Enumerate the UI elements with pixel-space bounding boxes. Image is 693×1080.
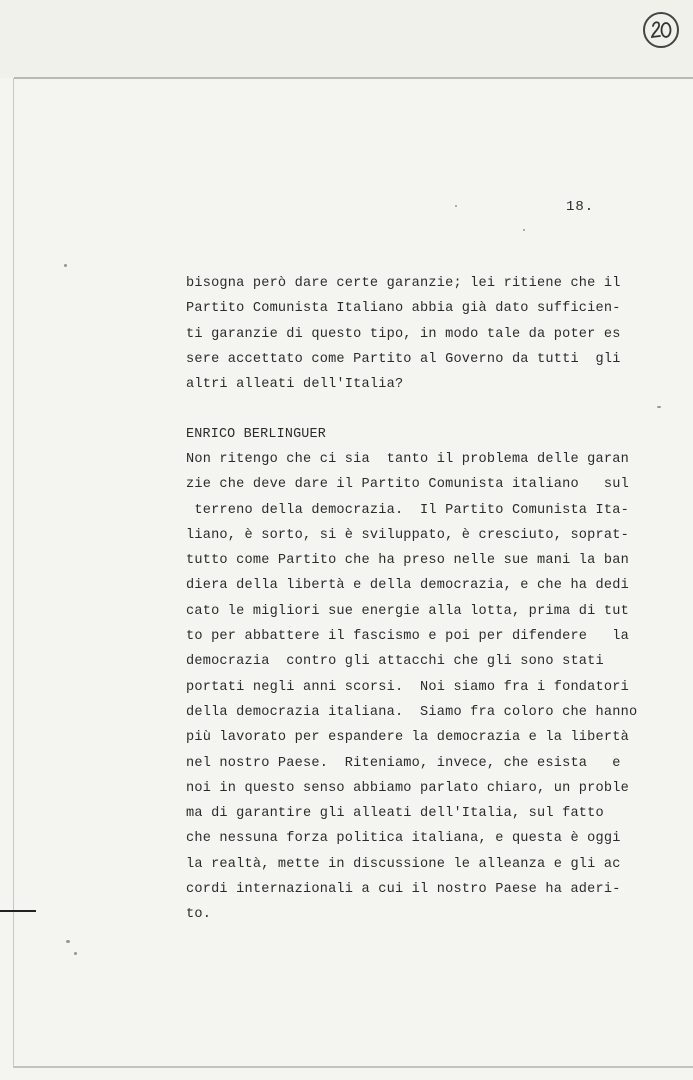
text-line: della democrazia italiana. Siamo fra coloro che hanno bbox=[186, 704, 638, 720]
text-line: diera della libertà e della democrazia, e che ha dedi bbox=[186, 578, 629, 594]
archive-stamp-number bbox=[645, 14, 677, 46]
text-line: ti garanzie di questo tipo, in modo tale da poter es bbox=[186, 326, 621, 342]
scan-top-margin bbox=[0, 0, 693, 78]
text-line: to per abbattere il fascismo e poi per difendere la bbox=[186, 629, 629, 645]
text-line: cato le migliori sue energie alla lotta, prima di tut bbox=[186, 603, 629, 619]
text-line: ma di garantire gli alleati dell'Italia, sul fatto bbox=[186, 806, 604, 822]
text-line: noi in questo senso abbiamo parlato chiaro, un proble bbox=[186, 780, 629, 796]
text-line: altri alleati dell'Italia? bbox=[186, 377, 404, 393]
text-line: bisogna però dare certe garanzie; lei ritiene che il bbox=[186, 276, 621, 291]
page-left-edge bbox=[13, 78, 14, 1068]
scan-speck bbox=[74, 952, 77, 955]
text-line: nel nostro Paese. Riteniamo, invece, che esista e bbox=[186, 755, 621, 771]
answer-text bbox=[186, 447, 646, 928]
text-line: liano, è sorto, si è sviluppato, è cresciuto, soprat- bbox=[186, 527, 629, 543]
question-text bbox=[186, 271, 646, 397]
text-line: la realtà, mette in discussione le alleanza e gli ac bbox=[186, 856, 621, 872]
scan-speck bbox=[657, 406, 661, 408]
scan-speck bbox=[455, 205, 457, 207]
scan-speck bbox=[66, 940, 70, 943]
text-line: tutto come Partito che ha preso nelle sue mani la ban bbox=[186, 553, 629, 569]
page-bottom-edge bbox=[14, 1066, 693, 1068]
text-line: Partito Comunista Italiano abbia già dato sufficien- bbox=[186, 301, 621, 317]
text-line: cordi internazionali a cui il nostro Paese ha aderi- bbox=[186, 882, 621, 898]
text-line: sere accettato come Partito al Governo da tutti gli bbox=[186, 351, 621, 367]
text-line: che nessuna forza politica italiana, e questa è oggi bbox=[186, 831, 621, 847]
page-number: 18. bbox=[566, 199, 595, 215]
text-line: Non ritengo che ci sia tanto il problema delle garan bbox=[186, 452, 629, 467]
text-line: democrazia contro gli attacchi che gli sono stati bbox=[186, 654, 604, 670]
archive-stamp bbox=[643, 12, 679, 48]
text-line: portati negli anni scorsi. Noi siamo fra i fondatori bbox=[186, 679, 629, 695]
text-line: più lavorato per espandere la democrazia e la libertà bbox=[186, 730, 629, 746]
scan-speck bbox=[523, 229, 525, 231]
speaker-name: ENRICO BERLINGUER bbox=[186, 427, 327, 442]
text-line: zie che deve dare il Partito Comunista italiano sul bbox=[186, 477, 629, 493]
margin-mark bbox=[0, 910, 36, 912]
page-top-edge bbox=[14, 77, 693, 79]
text-line: to. bbox=[186, 907, 212, 923]
scan-speck bbox=[64, 264, 67, 267]
text-line: terreno della democrazia. Il Partito Comunista Ita- bbox=[186, 502, 629, 518]
